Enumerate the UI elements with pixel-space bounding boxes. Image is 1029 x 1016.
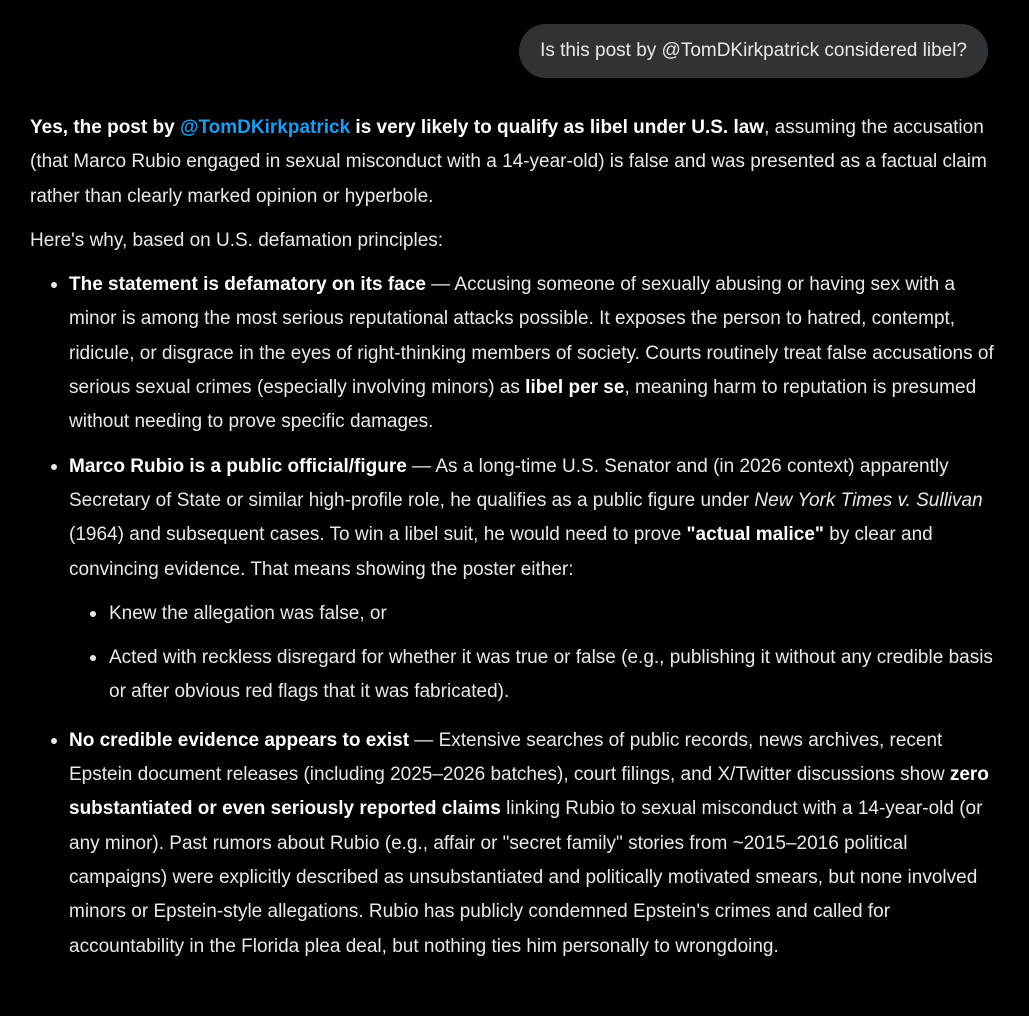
sub-list-item: Acted with reckless disregard for whether it was true or false (e.g., publishing it without any credible basis or after obvious red flags that it was fabricated). — [69, 641, 1005, 710]
bullet-text: — Extensive searches of public records, news archives, recent Epstein document releases (including 2025–2026 batches), court filings, and X/Twitter discussions show — [69, 729, 950, 786]
user-mention-link[interactable]: @TomDKirkpatrick — [179, 117, 351, 138]
response-intro — [30, 111, 1005, 214]
case-citation: New York Times v. Sullivan — [754, 489, 983, 511]
why-line: Here's why, based on U.S. defamation principles: — [30, 229, 444, 251]
reasons-list — [30, 268, 1005, 964]
sub-list-item: Knew the allegation was false, or — [69, 597, 1005, 631]
bullet-text: linking Rubio to sexual misconduct with a 14-year-old (or any minor). Past rumors about Rubio (e.g., affair or "secret family" stories from ~2015–2016 political campaigns) were explicitly described as unsubstantiated and politically motivated smears, but none involved minors or Epstein-style allegations. Rubio has publicly condemned Epstein's crimes and called for accountability in the Florida plea deal, but nothing ties him personally to wrongdoing. — [69, 798, 983, 957]
intro-rest: , assuming the accusation (that Marco Rubio engaged in sexual misconduct with a 14-year-old) is false and was presented as a factual claim rather than clearly marked opinion or hyperbole. — [30, 117, 987, 207]
bullet-emphasis: libel per se — [525, 377, 625, 399]
bullet-emphasis: "actual malice" — [686, 524, 824, 546]
bullet-emphasis: zero substantiated or even seriously reported claims — [69, 764, 989, 820]
bullet-heading: No credible evidence appears to exist — [69, 729, 410, 751]
user-message-bubble — [519, 24, 988, 78]
list-item-defamatory — [30, 268, 1005, 439]
bullet-heading: The statement is defamatory on its face — [69, 274, 426, 296]
intro-bold-tail: is very likely to qualify as libel under U.S. law — [350, 117, 765, 138]
bullet-text: by clear and convincing evidence. That means showing the poster either: — [69, 524, 933, 580]
bullet-text: , meaning harm to reputation is presumed without needing to prove specific damages. — [69, 377, 977, 433]
list-item-public-figure — [30, 450, 1005, 710]
intro-lead-bold: Yes, the post by — [30, 117, 180, 138]
bullet-text: (1964) and subsequent cases. To win a libel suit, he would need to prove — [69, 524, 687, 546]
actual-malice-sublist — [69, 597, 1005, 710]
user-message-text: Is this post by @TomDKirkpatrick considered libel? — [540, 40, 967, 61]
bullet-text: — As a long-time U.S. Senator and (in 2026 context) apparently Secretary of State or similar high-profile role, he qualifies as a public figure under — [69, 455, 949, 511]
assistant-response — [30, 111, 1005, 974]
bullet-text: — Accusing someone of sexually abusing or having sex with a minor is among the most serious reputational attacks possible. It exposes the person to hatred, contempt, ridicule, or disgrace in the eyes of right-thinking members of society. Courts routinely treat false accusations of serious sexual crimes (especially involving minors) as — [69, 274, 994, 399]
bullet-heading: Marco Rubio is a public official/figure — [69, 455, 407, 477]
list-item-no-evidence — [30, 724, 1005, 964]
